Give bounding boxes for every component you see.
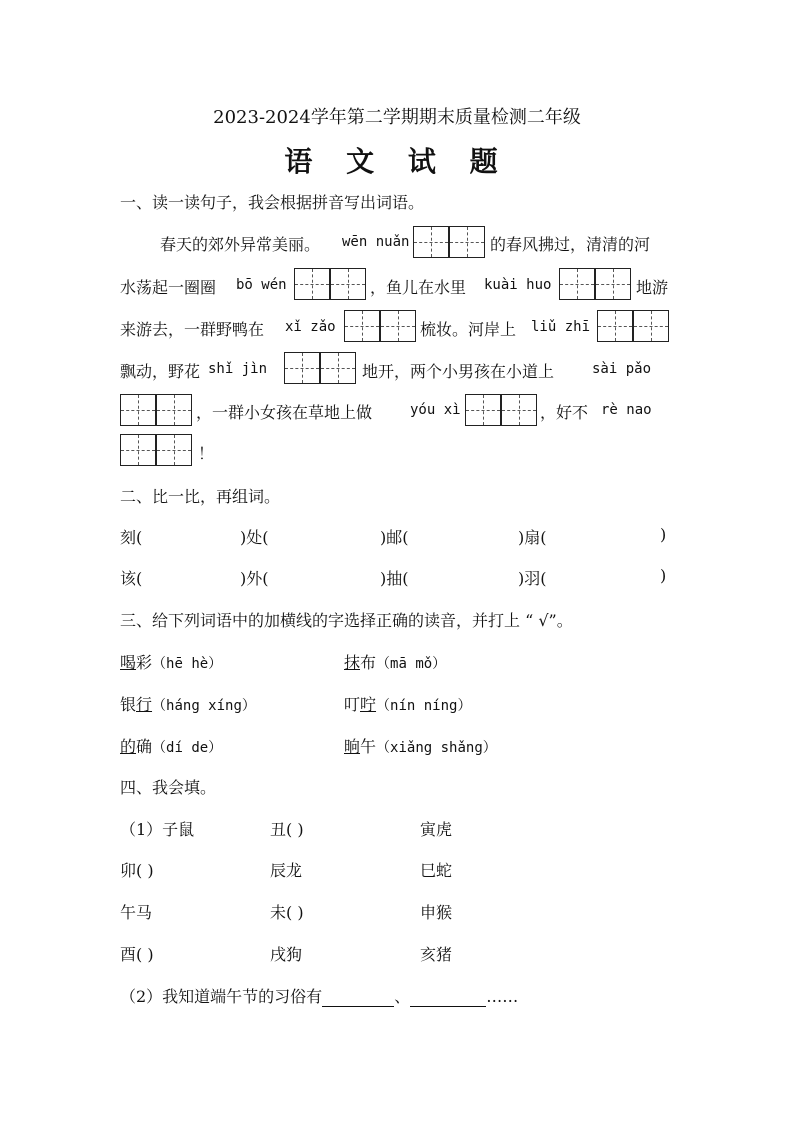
s3-word-rest: 确	[136, 737, 153, 756]
s1-pinyin-liuzhi: liǔ zhī	[531, 319, 591, 335]
s2-r2-1: )外(	[240, 569, 269, 588]
s3-word-rest: 布	[360, 653, 377, 672]
zodiac-cell: 卯( )	[120, 861, 154, 880]
s3-options: （mā mǒ）	[376, 656, 447, 672]
answer-blank[interactable]	[410, 990, 486, 1007]
s1-line2-c: 地游	[636, 278, 669, 297]
writing-box[interactable]	[595, 268, 631, 300]
s3-underlined-char: 喝	[120, 653, 137, 672]
writing-box[interactable]	[120, 394, 156, 426]
s2-r2-3: )羽(	[518, 569, 547, 588]
s1-line5-b: ，好不	[540, 403, 589, 422]
zodiac-cell: 亥猪	[420, 945, 453, 964]
s3-options: （háng xíng）	[152, 698, 256, 714]
s1-line1-a: 春天的郊外异常美丽。	[160, 235, 321, 254]
exam-subject: 语 文 试 题	[284, 145, 510, 178]
section-1-heading: 一、读一读句子，我会根据拼音写出词语。	[120, 193, 425, 212]
writing-box[interactable]	[413, 226, 449, 258]
zodiac-cell: 寅虎	[420, 820, 453, 839]
s3-options: （nín níng）	[376, 698, 472, 714]
s3-underlined-char: 抹	[344, 653, 361, 672]
zodiac-cell: 巳蛇	[420, 861, 453, 880]
writing-box[interactable]	[344, 310, 380, 342]
s1-line5-a: ，一群小女孩在草地上做	[196, 403, 373, 422]
s4-q2-prompt: （2）我知道端午节的习俗有	[120, 987, 323, 1006]
s3-item-dingning	[344, 692, 471, 715]
s3-options: （dí de）	[152, 740, 223, 756]
writing-box[interactable]	[559, 268, 595, 300]
s2-r2-0: 该(	[120, 569, 143, 588]
s3-word-pre: 叮	[344, 695, 361, 714]
s3-word-rest: 午	[360, 737, 377, 756]
zodiac-cell: 申猴	[420, 903, 453, 922]
answer-blank[interactable]	[322, 990, 394, 1007]
s2-r2-4: )	[660, 566, 667, 585]
s1-pinyin-xizao: xǐ zǎo	[285, 319, 336, 335]
s3-item-hecai	[120, 650, 222, 673]
s2-r1-2: )邮(	[380, 528, 409, 547]
s2-r1-3: )扇(	[518, 528, 547, 547]
writing-box[interactable]	[320, 352, 356, 384]
writing-box[interactable]	[284, 352, 320, 384]
section-2-heading: 二、比一比，再组词。	[120, 487, 281, 506]
zodiac-cell: 戌狗	[270, 945, 303, 964]
zodiac-cell: （1）子鼠	[120, 820, 195, 839]
s2-r1-0: 刻(	[120, 528, 143, 547]
s1-pinyin-kuaihuo: kuài huo	[484, 277, 552, 293]
s3-word-rest: 彩	[136, 653, 153, 672]
s3-item-mabu	[344, 650, 446, 673]
section-3-heading: 三、给下列词语中的加横线的字选择正确的读音，并打上 “ √”。	[120, 611, 573, 630]
writing-box[interactable]	[465, 394, 501, 426]
s1-line2-a: 水荡起一圈圈	[120, 278, 217, 297]
s3-options: （xiǎng shǎng）	[376, 740, 497, 756]
writing-box[interactable]	[380, 310, 416, 342]
s1-pinyin-saipao: sài pǎo	[592, 361, 652, 377]
section-4-heading: 四、我会填。	[120, 778, 217, 797]
zodiac-cell: 未( )	[270, 903, 304, 922]
zodiac-cell: 酉( )	[120, 945, 154, 964]
s1-line4-a: 飘动，野花	[120, 362, 201, 381]
s1-pinyin-bowen: bō wén	[236, 277, 287, 293]
writing-box[interactable]	[156, 394, 192, 426]
s1-pinyin-renao: rè nao	[601, 402, 652, 418]
writing-box[interactable]	[597, 310, 633, 342]
s3-options: （hē hè）	[152, 656, 223, 672]
s3-item-dique	[120, 734, 222, 757]
s3-item-yinhang	[120, 692, 256, 715]
s3-word-pre: 银	[120, 695, 137, 714]
s4-q2-sep: 、	[394, 987, 411, 1006]
writing-box[interactable]	[294, 268, 330, 300]
s1-line3-a: 来游去，一群野鸭在	[120, 320, 265, 339]
s3-underlined-char: 咛	[360, 695, 377, 714]
s3-underlined-char: 的	[120, 737, 137, 756]
s1-pinyin-shijin: shǐ jìn	[208, 361, 268, 377]
writing-box[interactable]	[156, 434, 192, 466]
s4-q2-ellipsis: ……	[486, 987, 519, 1006]
s1-pinyin-wennuan: wēn nuǎn	[342, 234, 410, 250]
zodiac-cell: 午马	[120, 903, 153, 922]
s1-line6-a: ！	[198, 444, 215, 463]
s1-line1-b: 的春风拂过，清清的河	[490, 235, 651, 254]
writing-box[interactable]	[120, 434, 156, 466]
writing-box[interactable]	[449, 226, 485, 258]
zodiac-cell: 辰龙	[270, 861, 303, 880]
s3-item-shangwu	[344, 734, 497, 757]
s3-underlined-char: 行	[136, 695, 153, 714]
writing-box[interactable]	[330, 268, 366, 300]
s1-line2-b: ，鱼儿在水里	[370, 278, 467, 297]
s2-r2-2: )抽(	[380, 569, 409, 588]
s1-pinyin-youxi: yóu xì	[410, 402, 461, 418]
writing-box[interactable]	[633, 310, 669, 342]
s2-r1-4: )	[660, 525, 667, 544]
s2-r1-1: )处(	[240, 528, 269, 547]
s1-line3-b: 梳妆。河岸上	[420, 320, 517, 339]
zodiac-cell: 丑( )	[270, 820, 304, 839]
exam-title: 2023-2024学年第二学期期末质量检测二年级	[213, 107, 581, 128]
writing-box[interactable]	[501, 394, 537, 426]
s4-q2	[120, 984, 518, 1007]
s1-line4-b: 地开，两个小男孩在小道上	[362, 362, 555, 381]
s3-underlined-char: 晌	[344, 737, 361, 756]
